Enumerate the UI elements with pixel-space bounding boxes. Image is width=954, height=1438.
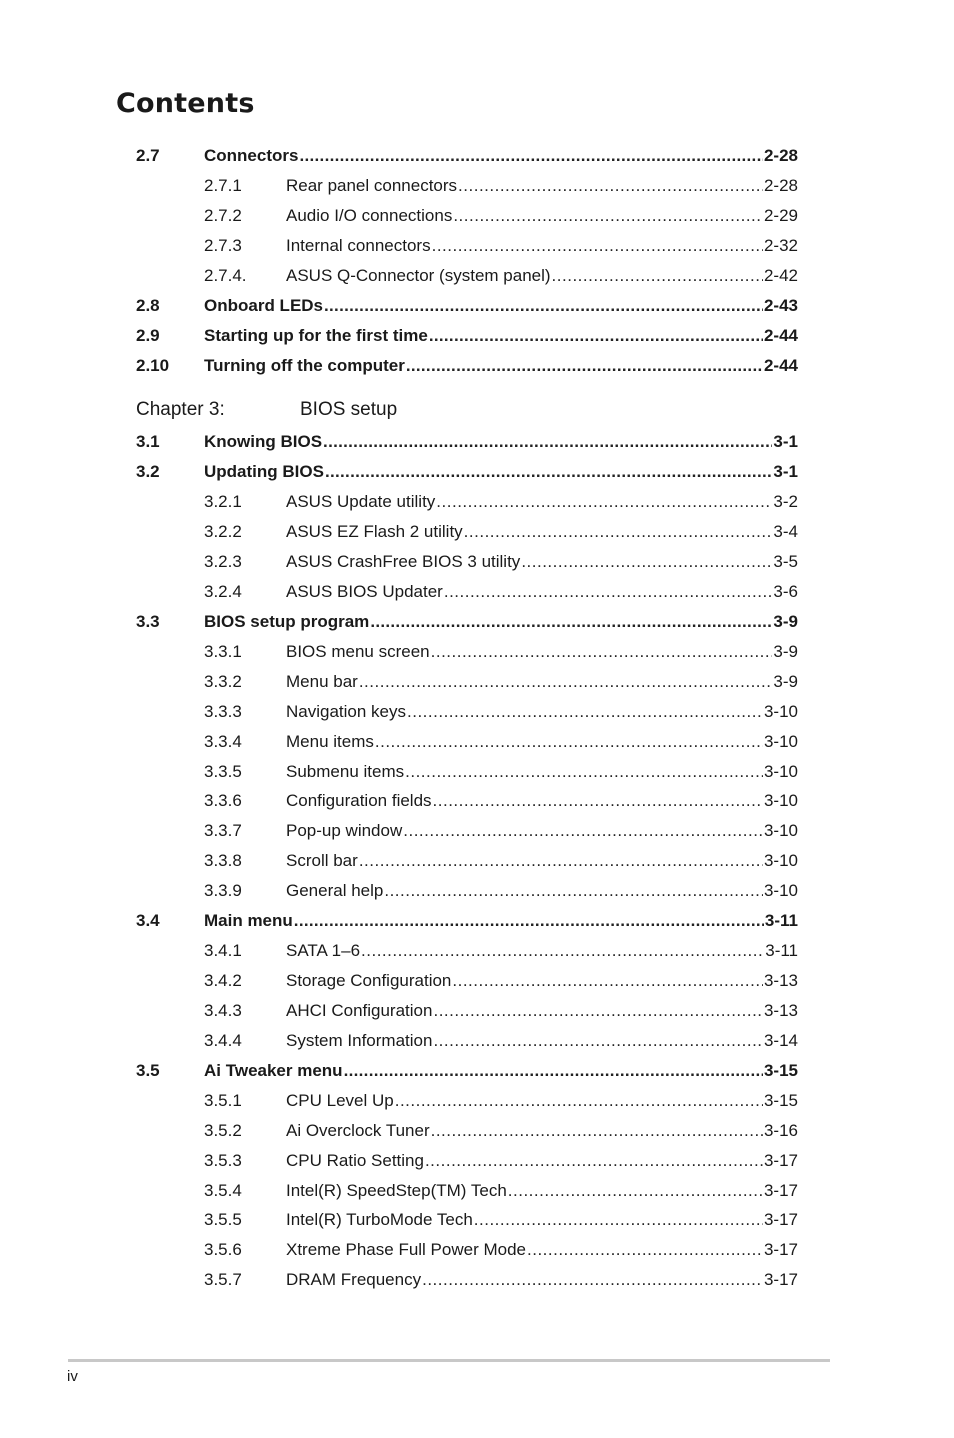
toc-subentry[interactable] (136, 761, 798, 783)
toc-page: 3-1 (773, 432, 798, 451)
toc-page: 2-29 (763, 206, 798, 225)
toc-page: 3-9 (773, 672, 798, 691)
toc-entry[interactable] (136, 611, 798, 633)
dot-leader (370, 611, 772, 633)
dot-leader (552, 265, 763, 287)
toc-number: 3.3.6 (204, 791, 242, 810)
toc-subentry[interactable] (136, 1239, 798, 1261)
toc-page: 3-10 (763, 762, 798, 781)
toc-subentry[interactable] (136, 1000, 798, 1022)
toc-number: 3.2.3 (204, 552, 242, 571)
toc-number: 3.2.4 (204, 582, 242, 601)
toc-label: General help (286, 881, 384, 900)
toc-number: 3.3.1 (204, 642, 242, 661)
toc-subentry[interactable] (136, 1030, 798, 1052)
toc-number: 3.5.7 (204, 1270, 242, 1289)
dot-leader (384, 880, 763, 902)
toc-label: Connectors (204, 146, 299, 165)
toc-number: 3.2.1 (204, 492, 242, 511)
toc-label: DRAM Frequency (286, 1270, 422, 1289)
toc-page: 2-43 (763, 296, 798, 315)
toc-label: Submenu items (286, 762, 405, 781)
toc-number: 3.3.8 (204, 851, 242, 870)
toc-label: Knowing BIOS (204, 432, 323, 451)
toc-number: 3.2.2 (204, 522, 242, 541)
toc-page: 3-1 (773, 462, 798, 481)
toc-number: 3.3 (136, 612, 160, 631)
dot-leader (527, 1239, 763, 1261)
toc-label: Configuration fields (286, 791, 432, 810)
toc-label: ASUS CrashFree BIOS 3 utility (286, 552, 521, 571)
toc-number: 3.4.1 (204, 941, 242, 960)
toc-label: Main menu (204, 911, 293, 930)
toc-subentry[interactable] (136, 491, 798, 513)
chapter-heading (136, 398, 397, 422)
dot-leader (432, 235, 763, 257)
toc-entry[interactable] (136, 145, 798, 167)
footer-divider (68, 1359, 830, 1362)
toc-label: ASUS BIOS Updater (286, 582, 443, 601)
toc-number: 3.5.2 (204, 1121, 242, 1140)
toc-page: 3-14 (763, 1031, 798, 1050)
toc-page: 3-4 (773, 522, 798, 541)
toc-number: 3.5.4 (204, 1181, 242, 1200)
toc-page: 3-11 (764, 911, 798, 930)
dot-leader (359, 671, 773, 693)
toc-label: Intel(R) TurboMode Tech (286, 1210, 473, 1229)
dot-leader (521, 551, 772, 573)
dot-leader (508, 1180, 763, 1202)
toc-subentry[interactable] (136, 1150, 798, 1172)
toc-label: Audio I/O connections (286, 206, 453, 225)
toc-number: 2.8 (136, 296, 160, 315)
toc-number: 2.7 (136, 146, 160, 165)
toc-page: 3-10 (763, 702, 798, 721)
toc-page: 3-10 (763, 851, 798, 870)
toc-page: 2-42 (763, 266, 798, 285)
dot-leader (422, 1269, 763, 1291)
toc-subentry[interactable] (136, 581, 798, 603)
toc-page: 3-16 (763, 1121, 798, 1140)
toc-page: 3-11 (765, 941, 798, 960)
toc-label: SATA 1–6 (286, 941, 361, 960)
dot-leader (361, 940, 764, 962)
toc-page: 3-9 (773, 642, 798, 661)
toc-page: 3-10 (763, 821, 798, 840)
toc-page: 3-10 (763, 732, 798, 751)
toc-page: 3-2 (773, 492, 798, 511)
toc-number: 3.4.2 (204, 971, 242, 990)
dot-leader (431, 641, 773, 663)
dot-leader (323, 431, 772, 453)
toc-subentry[interactable] (136, 1209, 798, 1231)
toc-subentry[interactable] (136, 850, 798, 872)
toc-label: ASUS EZ Flash 2 utility (286, 522, 463, 541)
toc-subentry[interactable] (136, 1269, 798, 1291)
toc-number: 2.7.2 (204, 206, 242, 225)
toc-page: 3-17 (763, 1270, 798, 1289)
toc-number: 3.1 (136, 432, 160, 451)
toc-label: Menu bar (286, 672, 358, 691)
toc-subentry[interactable] (136, 551, 798, 573)
toc-page: 2-44 (763, 326, 798, 345)
toc-entry[interactable] (136, 325, 798, 347)
toc-entry[interactable] (136, 431, 798, 453)
toc-page: 2-28 (763, 176, 798, 195)
dot-leader (433, 1000, 763, 1022)
toc-number: 3.5.5 (204, 1210, 242, 1229)
dot-leader (359, 850, 763, 872)
toc-subentry[interactable] (136, 671, 798, 693)
toc-subentry[interactable] (136, 970, 798, 992)
toc-page: 3-10 (763, 881, 798, 900)
toc-label: Storage Configuration (286, 971, 452, 990)
dot-leader (403, 820, 763, 842)
toc-number: 3.4.3 (204, 1001, 242, 1020)
dot-leader (324, 295, 763, 317)
toc-page: 2-44 (763, 356, 798, 375)
toc-subentry[interactable] (136, 790, 798, 812)
toc-label: Pop-up window (286, 821, 403, 840)
toc-page: 2-32 (763, 236, 798, 255)
toc-entry[interactable] (136, 355, 798, 377)
toc-subentry[interactable] (136, 940, 798, 962)
toc-number: 3.5 (136, 1061, 160, 1080)
toc-number: 3.4 (136, 911, 160, 930)
toc-page: 3-17 (763, 1151, 798, 1170)
toc-label: Menu items (286, 732, 374, 751)
dot-leader (453, 205, 763, 227)
toc-number: 2.7.4. (204, 266, 247, 285)
dot-leader (344, 1060, 763, 1082)
toc-label: BIOS setup program (204, 612, 370, 631)
toc-page: 3-15 (763, 1091, 798, 1110)
toc-number: 3.3.4 (204, 732, 242, 751)
toc-label: Scroll bar (286, 851, 358, 870)
toc-subentry[interactable] (136, 175, 798, 197)
toc-number: 3.3.2 (204, 672, 242, 691)
toc-number: 3.5.6 (204, 1240, 242, 1259)
toc-number: 2.10 (136, 356, 170, 375)
dot-leader (458, 175, 763, 197)
toc-label: ASUS Q-Connector (system panel) (286, 266, 551, 285)
dot-leader (375, 731, 763, 753)
toc-label: CPU Ratio Setting (286, 1151, 424, 1170)
toc-subentry[interactable] (136, 265, 798, 287)
toc-label: Starting up for the first time (204, 326, 428, 345)
toc-label: Turning off the computer (204, 356, 405, 375)
toc-label: Ai Overclock Tuner (286, 1121, 430, 1140)
dot-leader (395, 1090, 763, 1112)
toc-page: 3-5 (773, 552, 798, 571)
toc-page: 3-6 (773, 582, 798, 601)
toc-label: Intel(R) SpeedStep(TM) Tech (286, 1181, 507, 1200)
toc-number: 3.5.1 (204, 1091, 242, 1110)
dot-leader (294, 910, 764, 932)
toc-number: 3.3.9 (204, 881, 242, 900)
toc-label: Onboard LEDs (204, 296, 324, 315)
toc-label: BIOS menu screen (286, 642, 430, 661)
toc-page: 3-13 (763, 971, 798, 990)
toc-label: AHCI Configuration (286, 1001, 433, 1020)
dot-leader (405, 761, 763, 783)
dot-leader (325, 461, 772, 483)
toc-number: 3.3.3 (204, 702, 242, 721)
dot-leader (474, 1209, 763, 1231)
page-title: Contents (116, 88, 255, 119)
toc-number: 3.3.5 (204, 762, 242, 781)
toc-page: 3-17 (763, 1210, 798, 1229)
dot-leader (433, 1030, 763, 1052)
toc-page: 2-28 (763, 146, 798, 165)
toc-page: 3-17 (763, 1181, 798, 1200)
toc-subentry[interactable] (136, 1090, 798, 1112)
dot-leader (429, 325, 763, 347)
toc-subentry[interactable] (136, 880, 798, 902)
dot-leader (464, 521, 773, 543)
toc-label: CPU Level Up (286, 1091, 394, 1110)
toc-page: 3-13 (763, 1001, 798, 1020)
toc-label: System Information (286, 1031, 433, 1050)
toc-page: 3-10 (763, 791, 798, 810)
toc-label: Internal connectors (286, 236, 431, 255)
dot-leader (299, 145, 763, 167)
toc-number: 2.9 (136, 326, 160, 345)
toc-page: 3-17 (763, 1240, 798, 1259)
toc-number: 3.4.4 (204, 1031, 242, 1050)
dot-leader (407, 701, 763, 723)
toc-page: 3-15 (763, 1061, 798, 1080)
toc-entry[interactable] (136, 461, 798, 483)
toc-subentry[interactable] (136, 205, 798, 227)
chapter-title: BIOS setup (300, 399, 398, 420)
dot-leader (436, 491, 772, 513)
toc-number: 2.7.1 (204, 176, 242, 195)
toc-number: 3.2 (136, 462, 160, 481)
toc-subentry[interactable] (136, 820, 798, 842)
toc-subentry[interactable] (136, 1120, 798, 1142)
toc-entry[interactable] (136, 910, 798, 932)
toc-label: Ai Tweaker menu (204, 1061, 343, 1080)
toc-subentry[interactable] (136, 701, 798, 723)
toc-label: Updating BIOS (204, 462, 324, 481)
toc-subentry[interactable] (136, 521, 798, 543)
toc-subentry[interactable] (136, 731, 798, 753)
toc-entry[interactable] (136, 1060, 798, 1082)
toc-number: 2.7.3 (204, 236, 242, 255)
dot-leader (431, 1120, 763, 1142)
dot-leader (452, 970, 763, 992)
dot-leader (444, 581, 773, 603)
toc-label: Xtreme Phase Full Power Mode (286, 1240, 526, 1259)
footer-page-number: iv (67, 1368, 78, 1385)
toc-subentry[interactable] (136, 1180, 798, 1202)
toc-subentry[interactable] (136, 641, 798, 663)
toc-number: 3.5.3 (204, 1151, 242, 1170)
toc-subentry[interactable] (136, 235, 798, 257)
dot-leader (406, 355, 763, 377)
dot-leader (425, 1150, 763, 1172)
toc-number: 3.3.7 (204, 821, 242, 840)
chapter-number: Chapter 3: (136, 399, 225, 420)
toc-entry[interactable] (136, 295, 798, 317)
toc-label: Navigation keys (286, 702, 407, 721)
toc-label: Rear panel connectors (286, 176, 458, 195)
dot-leader (433, 790, 763, 812)
toc-label: ASUS Update utility (286, 492, 436, 511)
toc-page: 3-9 (773, 612, 798, 631)
